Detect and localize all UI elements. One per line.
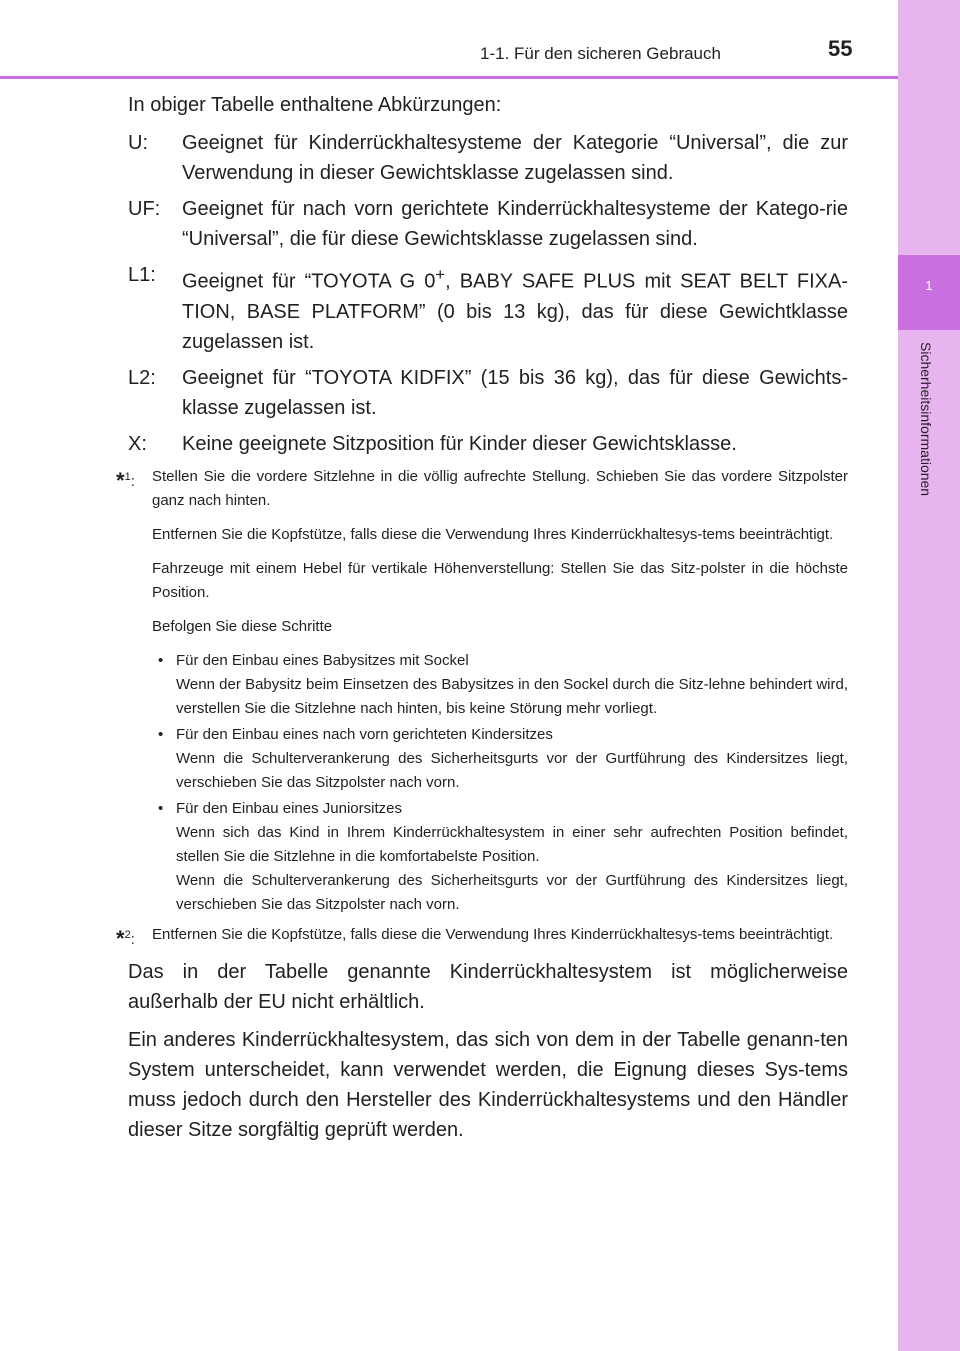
header-section-title: 1-1. Für den sicheren Gebrauch bbox=[480, 44, 721, 63]
closing-paragraph: Das in der Tabelle genannte Kinderrückhaltesystem ist möglicherweise außerhalb der EU nicht erhältlich. bbox=[128, 960, 848, 1013]
steps-list bbox=[152, 649, 848, 917]
definition-text: Geeignet für Kinderrückhaltesysteme der Kategorie “Universal”, die zur Verwendung in dieser Gewichtsklasse zugelassen sind. bbox=[182, 132, 848, 184]
footnote-paragraph: Entfernen Sie die Kopfstütze, falls diese die Verwendung Ihres Kinderrückhaltesys-tems beeinträchtigt. bbox=[152, 925, 834, 943]
definition-item bbox=[128, 363, 848, 423]
footnote-paragraph: Fahrzeuge mit einem Hebel für vertikale Höhenverstellung: Stellen Sie das Sitz-polster in die höchste Position. bbox=[152, 559, 848, 601]
step-title: Für den Einbau eines Juniorsitzes bbox=[176, 799, 402, 817]
definition-text-start: Geeignet für “TOYOTA G 0 bbox=[182, 270, 436, 293]
footnote-2-marker: *$^2$: bbox=[116, 925, 135, 951]
page-content bbox=[116, 90, 848, 1153]
definition-text: Keine geeignete Sitzposition für Kinder dieser Gewichtsklasse. bbox=[182, 432, 737, 455]
definition-key: X: bbox=[128, 432, 147, 455]
footnote-2 bbox=[116, 923, 848, 951]
bullet-icon: • bbox=[158, 651, 164, 669]
abbreviations-intro: In obiger Tabelle enthaltene Abkürzungen: bbox=[128, 94, 502, 116]
footnote-paragraph: Stellen Sie die vordere Sitzlehne in die völlig aufrechte Stellung. Schieben Sie das vordere Sitzpolster ganz nach hinten. bbox=[152, 467, 848, 509]
bullet-icon: • bbox=[158, 725, 164, 743]
definition-superscript: + bbox=[435, 265, 446, 284]
definition-text: Geeignet für nach vorn gerichtete Kinderrückhaltesysteme der Katego-rie “Universal”, die für diese Gewichtsklasse zugelassen sind. bbox=[182, 198, 848, 250]
step-text: Wenn die Schulterverankerung des Sicherheitsgurts vor der Gurtführung des Kindersitzes liegt, verschieben Sie das Sitzpolster nach vorn. bbox=[176, 749, 848, 791]
definition-text-end: , BABY SAFE PLUS mit SEAT BELT FIXA-TION, BASE PLATFORM” (0 bis 13 kg), das für diese Gewichtklasse zugelassen ist. bbox=[182, 270, 848, 353]
step-text: Wenn der Babysitz beim Einsetzen des Babysitzes in den Sockel durch die Sitz-lehne behindert wird, verstellen Sie die Sitzlehne nach hinten, bis keine Störung mehr vorliegt. bbox=[176, 675, 848, 717]
chapter-number: 1 bbox=[925, 278, 933, 293]
footnote-paragraph: Entfernen Sie die Kopfstütze, falls diese die Verwendung Ihres Kinderrückhaltesys-tems beeinträchtigt. bbox=[152, 525, 834, 543]
step-title: Für den Einbau eines nach vorn gerichteten Kindersitzes bbox=[176, 725, 553, 743]
definition-key: U: bbox=[128, 132, 148, 154]
definition-item bbox=[128, 128, 848, 188]
page-number: 55 bbox=[828, 36, 853, 61]
closing-paragraph: Ein anderes Kinderrückhaltesystem, das sich von dem in der Tabelle genann-ten System unterscheidet, kann verwendet werden, die Eignung dieses Sys-tems muss jedoch durch den Hersteller des Kinderrückhaltesystems und den Händler dieser Sitze sorgfältig geprüft werden. bbox=[128, 1028, 848, 1141]
step-title: Für den Einbau eines Babysitzes mit Sockel bbox=[176, 651, 469, 669]
list-item bbox=[152, 649, 848, 721]
footnote-1 bbox=[116, 465, 848, 917]
footnote-paragraph: Befolgen Sie diese Schritte bbox=[152, 617, 333, 635]
definition-key: UF: bbox=[128, 198, 161, 220]
closing-section bbox=[128, 957, 848, 1145]
header-rule bbox=[0, 76, 898, 79]
definition-key: L2: bbox=[128, 366, 156, 389]
list-item bbox=[152, 797, 848, 917]
step-text: Wenn die Schulterverankerung des Sicherheitsgurts vor der Gurtführung des Kindersitzes liegt, verschieben Sie das Sitzpolster nach vorn. bbox=[176, 871, 848, 913]
definition-item bbox=[128, 429, 848, 459]
list-item bbox=[152, 723, 848, 795]
step-text: Wenn sich das Kind in Ihrem Kinderrückhaltesystem in einer sehr aufrechten Position befindet, stellen Sie die Sitzlehne in die komfortabelste Position. bbox=[176, 823, 848, 865]
bullet-icon: • bbox=[158, 799, 164, 817]
definition-text: Geeignet für “TOYOTA KIDFIX” (15 bis 36 kg), das für diese Gewichts-klasse zugelassen ist. bbox=[182, 366, 848, 419]
definition-item bbox=[128, 194, 848, 254]
abbreviation-list bbox=[128, 128, 848, 459]
definition-key: L1: bbox=[128, 264, 156, 286]
footnote-1-marker: *$^1$: bbox=[116, 467, 135, 493]
chapter-sidebar bbox=[898, 0, 960, 1351]
definition-item bbox=[128, 260, 848, 357]
